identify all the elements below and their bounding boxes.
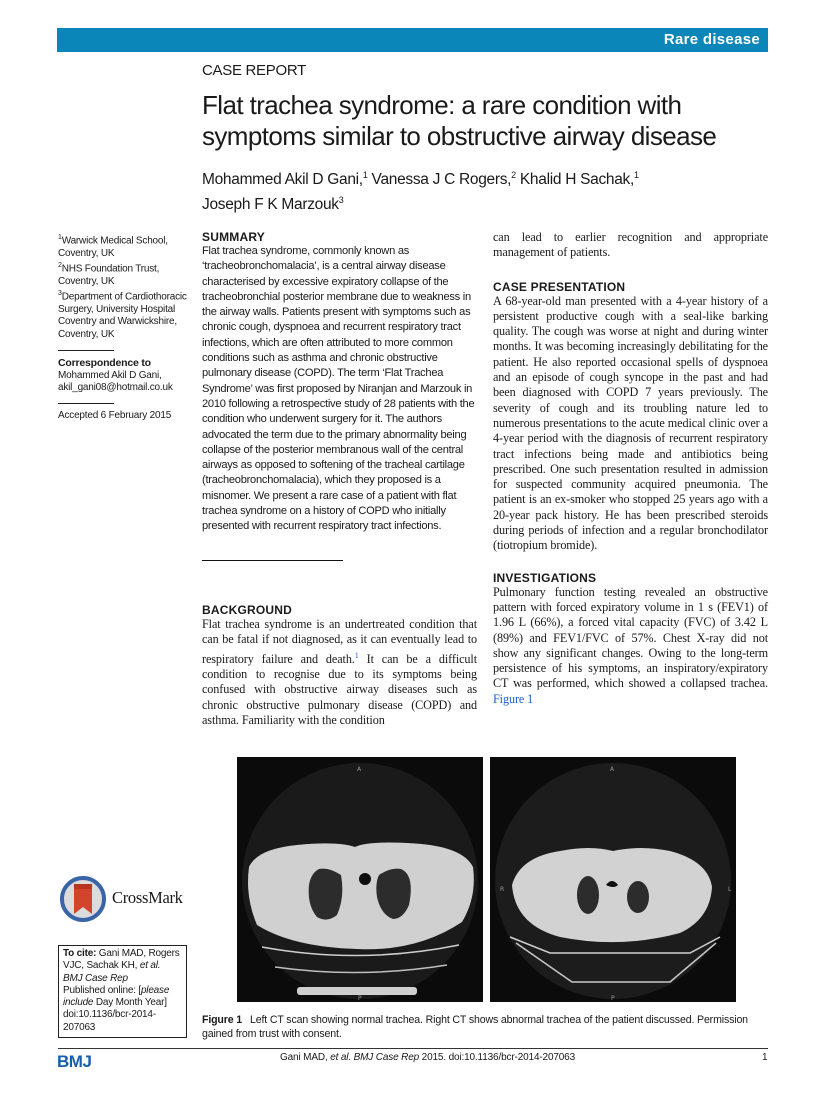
crossmark-label: CrossMark — [112, 888, 183, 907]
divider — [58, 350, 114, 351]
ct-marker-posterior: P — [358, 995, 362, 1002]
affiliation-text: Department of Cardiothoracic Surgery, University Hospital Coventry and Warwickshire, Coventry, UK — [58, 291, 187, 340]
summary-text: Flat trachea syndrome, commonly known as ‘tracheobronchomalacia’, is a central airway disease characterised by excessive expiratory collapse of the tracheobronchial posterior membrane due to weakness in the airway walls. Patients present with symptoms such as chronic cough, dyspnoea and recurrent respiratory tract infections, which are often attributed to more common conditions such as asthma and chronic obstructive pulmonary disease (COPD). The term ‘Flat Trachea Syndrome’ was first proposed by Niranjan and Marzouk in 2010 following a retrospective study of 28 patients with the condition who underwent surgery for it. The authors advocated the term due to the primary abnormality being collapse of the posterior membranous wall of the central airways as opposed to softening of the tracheal cartilage (tracheobronchomalacia), which they proposed is a misnomer. We present a rare case of a patient with flat trachea syndrome on a history of COPD who initially presented with recurrent respiratory tract infections. — [202, 245, 475, 533]
text-run: It can be a difficult condition to recognise due to its symptoms being confused with obstructive airway diseases such as chronic obstructive pulmonary disease (COPD) and asthma. Familiarity with the condition — [202, 651, 477, 727]
background-text — [202, 617, 477, 728]
ct-scan-normal-graphic — [237, 757, 483, 1002]
affiliation-number: 1 — [58, 234, 62, 241]
investigations-text — [493, 585, 768, 707]
correspondence-title: Correspondence to — [58, 357, 151, 370]
cite-published-suffix: Day Month Year] — [93, 997, 167, 1009]
footer-cite-author: Gani MAD, — [280, 1052, 331, 1063]
accepted-date: Accepted 6 February 2015 — [58, 410, 172, 422]
affiliation-ref: 2 — [511, 170, 516, 180]
cite-published: Published online: [ — [63, 984, 141, 996]
footer-citation — [280, 1052, 575, 1063]
cite-published-note: please include — [63, 984, 170, 1009]
footer-divider — [58, 1048, 768, 1049]
reference-link[interactable]: 1 — [354, 650, 359, 660]
ct-marker-posterior: P — [611, 995, 615, 1002]
crossmark-badge[interactable] — [60, 876, 190, 924]
background-continuation: can lead to earlier recognition and appropriate management of patients. — [493, 230, 768, 260]
affiliation — [58, 232, 188, 260]
ct-marker-anterior: A — [357, 766, 362, 773]
background-section — [202, 603, 477, 728]
text-run: Flat trachea syndrome is an undertreated condition that can be fatal if not diagnosed, as it can eventually lead to respiratory failure and death. — [202, 617, 477, 666]
article-title: Flat trachea syndrome: a rare condition with symptoms similar to obstructive airway disease — [202, 90, 717, 151]
divider — [202, 560, 343, 561]
background-heading: BACKGROUND — [202, 603, 292, 617]
divider — [58, 403, 114, 404]
ct-scan-abnormal-graphic — [490, 757, 736, 1002]
summary-section — [202, 230, 477, 535]
ct-scan-abnormal — [490, 757, 736, 1002]
footer-cite-journal: et al. BMJ Case Rep — [330, 1052, 420, 1063]
figure-caption-text: Left CT scan showing normal trachea. Right CT shows abnormal trachea of the patient discussed. Permission gained from trust with consent. — [202, 1014, 748, 1040]
ct-marker-left: L — [728, 886, 732, 893]
ct-scan-normal — [237, 757, 483, 1002]
right-column — [493, 230, 768, 707]
ct-marker-right: R — [500, 886, 505, 893]
figure-caption — [202, 1013, 772, 1041]
case-presentation-heading: CASE PRESENTATION — [493, 279, 626, 294]
sidebar — [58, 232, 188, 423]
affiliation-text: NHS Foundation Trust, Coventry, UK — [58, 263, 160, 287]
figure-link[interactable]: Figure 1 — [493, 691, 534, 706]
affiliation-text: Warwick Medical School, Coventry, UK — [58, 235, 168, 259]
affiliation-number: 2 — [58, 262, 62, 270]
figure-label: Figure 1 — [202, 1014, 243, 1026]
investigations-heading: INVESTIGATIONS — [493, 570, 597, 585]
case-presentation-text: A 68-year-old man presented with a 4-year history of a persistent productive cough with a seal-like barking quality. The cough was worse at night and during winter months. It was becoming increasingly debilitating for the patient. He also reported occasional spells of dyspnoea and an episode of cough syncope in the past and had been diagnosed with COPD 7 years previously. The severity of cough and its troubling nature led to numerous presentations to the acute medical clinic over a 4-year period with the diagnosis of recurrent respiratory tract infections being made and antibiotics being prescribed. One such presentation resulted in admission for suspected community acquired pneumonia. The patient is an ex-smoker who stopped 25 years ago with a 20-year pack history. He has been prescribed steroids during periods of infection and a regular bronchodilator (tiotropium bromide). — [493, 293, 768, 553]
affiliation — [58, 288, 188, 341]
correspondence-name: Mohammed Akil D Gani, — [58, 369, 162, 381]
author-name: Mohammed Akil D Gani, — [202, 171, 363, 189]
summary-heading: SUMMARY — [202, 230, 265, 244]
cite-journal: et al. BMJ Case Rep — [63, 960, 161, 984]
cite-label: To cite: — [63, 948, 97, 959]
citation-box — [58, 945, 187, 1038]
correspondence-email[interactable]: akil_gani08@hotmail.co.uk — [58, 382, 173, 394]
affiliation — [58, 260, 188, 288]
section-label: Rare disease — [663, 31, 760, 48]
crossmark-icon — [60, 876, 108, 924]
cite-authors: Gani MAD, Rogers VJC, Sachak KH, — [63, 948, 180, 972]
author-name: Khalid H Sachak, — [515, 171, 634, 189]
ct-marker-anterior: A — [610, 766, 615, 773]
affiliation-ref: 1 — [634, 170, 639, 180]
bmj-logo: BMJ — [57, 1052, 92, 1071]
affiliation-number: 3 — [58, 290, 62, 298]
affiliation-ref: 3 — [338, 195, 344, 206]
page-number: 1 — [762, 1052, 768, 1063]
section-banner — [57, 28, 768, 52]
author-name: Vanessa J C Rogers, — [367, 171, 512, 189]
affiliation-ref: 1 — [362, 170, 368, 180]
cite-doi[interactable]: doi:10.1136/bcr-2014-207063 — [63, 1009, 156, 1033]
author-name: Joseph F K Marzouk — [202, 196, 339, 214]
author-list — [202, 165, 762, 215]
footer-cite-doi: 2015. doi:10.1136/bcr-2014-207063 — [419, 1052, 576, 1063]
text-run: Pulmonary function testing revealed an obstructive pattern with forced expiratory volume in 1 s (FEV1) of 1.96 L (66%), a forced vital capacity (FVC) of 3.42 L (89%) and FEV1/FVC of 57%. Chest X-ray did not show any significant changes. Owing to the long-term persistence of his symptoms, an inspiratory/expiratory CT was performed, which showed a collapsed trachea. — [493, 584, 768, 691]
article-type: CASE REPORT — [202, 62, 306, 79]
